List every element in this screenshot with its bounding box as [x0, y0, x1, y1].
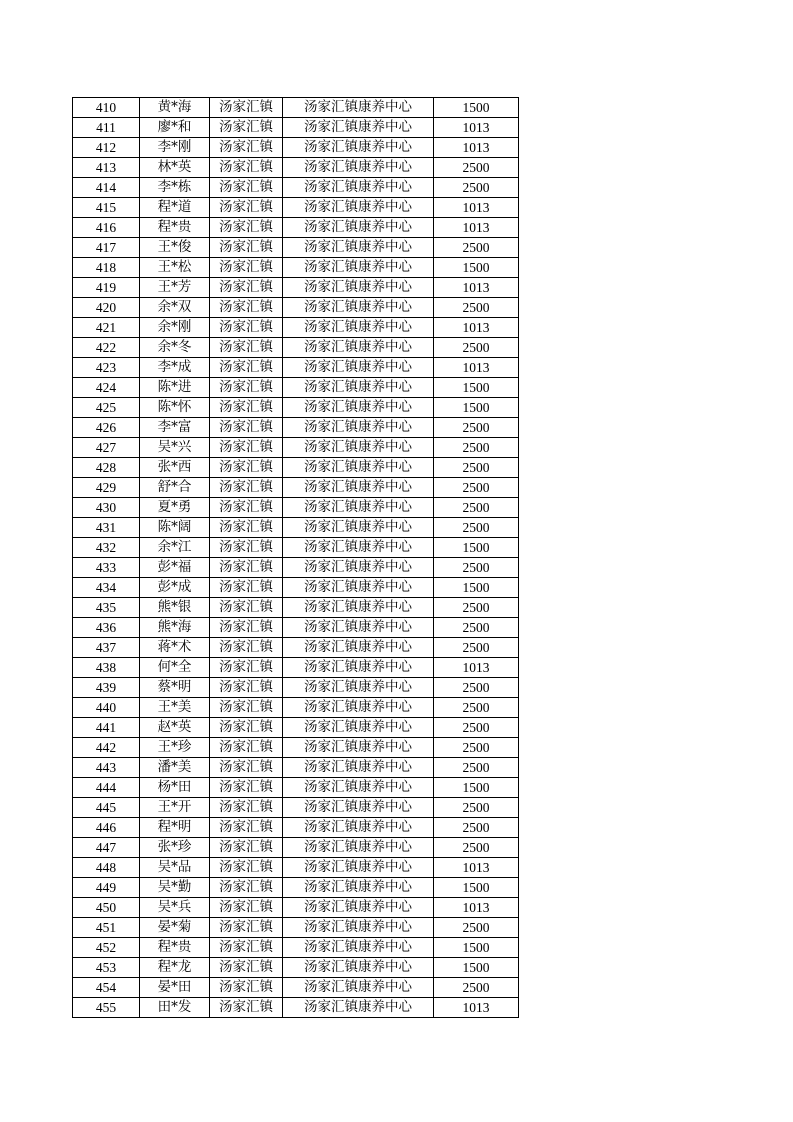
- care-center-cell: 汤家汇镇康养中心: [283, 238, 434, 258]
- row-number-cell: 455: [73, 998, 140, 1018]
- town-cell: 汤家汇镇: [210, 578, 283, 598]
- name-cell: 何*全: [140, 658, 210, 678]
- name-cell: 吴*兴: [140, 438, 210, 458]
- town-cell: 汤家汇镇: [210, 498, 283, 518]
- amount-cell: 1013: [434, 218, 519, 238]
- name-cell: 陈*怀: [140, 398, 210, 418]
- table-row: [73, 958, 519, 978]
- care-center-cell: 汤家汇镇康养中心: [283, 798, 434, 818]
- row-number-cell: 422: [73, 338, 140, 358]
- row-number-cell: 452: [73, 938, 140, 958]
- care-center-cell: 汤家汇镇康养中心: [283, 998, 434, 1018]
- amount-cell: 1500: [434, 938, 519, 958]
- table-row: [73, 558, 519, 578]
- table-row: [73, 998, 519, 1018]
- table-row: [73, 778, 519, 798]
- name-cell: 吴*兵: [140, 898, 210, 918]
- amount-cell: 1500: [434, 258, 519, 278]
- town-cell: 汤家汇镇: [210, 138, 283, 158]
- name-cell: 王*开: [140, 798, 210, 818]
- care-center-cell: 汤家汇镇康养中心: [283, 958, 434, 978]
- row-number-cell: 451: [73, 918, 140, 938]
- table-row: [73, 598, 519, 618]
- table-row: [73, 718, 519, 738]
- name-cell: 杨*田: [140, 778, 210, 798]
- table-row: [73, 338, 519, 358]
- row-number-cell: 454: [73, 978, 140, 998]
- town-cell: 汤家汇镇: [210, 638, 283, 658]
- amount-cell: 1500: [434, 378, 519, 398]
- amount-cell: 1500: [434, 578, 519, 598]
- care-center-cell: 汤家汇镇康养中心: [283, 518, 434, 538]
- amount-cell: 1013: [434, 278, 519, 298]
- town-cell: 汤家汇镇: [210, 198, 283, 218]
- table-body: [73, 98, 519, 1018]
- care-center-cell: 汤家汇镇康养中心: [283, 158, 434, 178]
- name-cell: 陈*阔: [140, 518, 210, 538]
- row-number-cell: 435: [73, 598, 140, 618]
- table-row: [73, 638, 519, 658]
- table-row: [73, 498, 519, 518]
- table-row: [73, 678, 519, 698]
- town-cell: 汤家汇镇: [210, 758, 283, 778]
- name-cell: 蔡*明: [140, 678, 210, 698]
- row-number-cell: 424: [73, 378, 140, 398]
- amount-cell: 1500: [434, 778, 519, 798]
- name-cell: 赵*英: [140, 718, 210, 738]
- name-cell: 舒*合: [140, 478, 210, 498]
- name-cell: 王*珍: [140, 738, 210, 758]
- amount-cell: 2500: [434, 598, 519, 618]
- table-row: [73, 978, 519, 998]
- amount-cell: 1500: [434, 878, 519, 898]
- table-row: [73, 318, 519, 338]
- town-cell: 汤家汇镇: [210, 438, 283, 458]
- row-number-cell: 433: [73, 558, 140, 578]
- amount-cell: 1500: [434, 398, 519, 418]
- name-cell: 余*刚: [140, 318, 210, 338]
- care-center-cell: 汤家汇镇康养中心: [283, 378, 434, 398]
- table-row: [73, 478, 519, 498]
- row-number-cell: 453: [73, 958, 140, 978]
- beneficiary-table: [72, 97, 519, 1018]
- town-cell: 汤家汇镇: [210, 418, 283, 438]
- town-cell: 汤家汇镇: [210, 178, 283, 198]
- town-cell: 汤家汇镇: [210, 238, 283, 258]
- town-cell: 汤家汇镇: [210, 278, 283, 298]
- care-center-cell: 汤家汇镇康养中心: [283, 538, 434, 558]
- table-row: [73, 218, 519, 238]
- town-cell: 汤家汇镇: [210, 818, 283, 838]
- amount-cell: 2500: [434, 758, 519, 778]
- town-cell: 汤家汇镇: [210, 898, 283, 918]
- care-center-cell: 汤家汇镇康养中心: [283, 918, 434, 938]
- row-number-cell: 423: [73, 358, 140, 378]
- amount-cell: 2500: [434, 978, 519, 998]
- name-cell: 晏*田: [140, 978, 210, 998]
- care-center-cell: 汤家汇镇康养中心: [283, 978, 434, 998]
- care-center-cell: 汤家汇镇康养中心: [283, 98, 434, 118]
- row-number-cell: 426: [73, 418, 140, 438]
- table-row: [73, 898, 519, 918]
- row-number-cell: 412: [73, 138, 140, 158]
- care-center-cell: 汤家汇镇康养中心: [283, 558, 434, 578]
- amount-cell: 1013: [434, 658, 519, 678]
- care-center-cell: 汤家汇镇康养中心: [283, 398, 434, 418]
- row-number-cell: 419: [73, 278, 140, 298]
- row-number-cell: 434: [73, 578, 140, 598]
- amount-cell: 1013: [434, 118, 519, 138]
- town-cell: 汤家汇镇: [210, 598, 283, 618]
- table-row: [73, 158, 519, 178]
- table-row: [73, 118, 519, 138]
- care-center-cell: 汤家汇镇康养中心: [283, 198, 434, 218]
- name-cell: 黄*海: [140, 98, 210, 118]
- name-cell: 熊*海: [140, 618, 210, 638]
- town-cell: 汤家汇镇: [210, 858, 283, 878]
- care-center-cell: 汤家汇镇康养中心: [283, 638, 434, 658]
- row-number-cell: 425: [73, 398, 140, 418]
- care-center-cell: 汤家汇镇康养中心: [283, 478, 434, 498]
- care-center-cell: 汤家汇镇康养中心: [283, 138, 434, 158]
- name-cell: 廖*和: [140, 118, 210, 138]
- town-cell: 汤家汇镇: [210, 338, 283, 358]
- amount-cell: 2500: [434, 618, 519, 638]
- amount-cell: 2500: [434, 838, 519, 858]
- town-cell: 汤家汇镇: [210, 978, 283, 998]
- amount-cell: 2500: [434, 338, 519, 358]
- table-row: [73, 798, 519, 818]
- town-cell: 汤家汇镇: [210, 458, 283, 478]
- amount-cell: 1500: [434, 98, 519, 118]
- name-cell: 李*成: [140, 358, 210, 378]
- care-center-cell: 汤家汇镇康养中心: [283, 498, 434, 518]
- care-center-cell: 汤家汇镇康养中心: [283, 118, 434, 138]
- care-center-cell: 汤家汇镇康养中心: [283, 318, 434, 338]
- row-number-cell: 418: [73, 258, 140, 278]
- amount-cell: 2500: [434, 458, 519, 478]
- row-number-cell: 415: [73, 198, 140, 218]
- care-center-cell: 汤家汇镇康养中心: [283, 418, 434, 438]
- name-cell: 程*龙: [140, 958, 210, 978]
- row-number-cell: 428: [73, 458, 140, 478]
- row-number-cell: 437: [73, 638, 140, 658]
- amount-cell: 1013: [434, 198, 519, 218]
- amount-cell: 2500: [434, 178, 519, 198]
- table-row: [73, 838, 519, 858]
- town-cell: 汤家汇镇: [210, 678, 283, 698]
- town-cell: 汤家汇镇: [210, 658, 283, 678]
- amount-cell: 1500: [434, 958, 519, 978]
- amount-cell: 2500: [434, 918, 519, 938]
- care-center-cell: 汤家汇镇康养中心: [283, 598, 434, 618]
- care-center-cell: 汤家汇镇康养中心: [283, 818, 434, 838]
- care-center-cell: 汤家汇镇康养中心: [283, 438, 434, 458]
- row-number-cell: 429: [73, 478, 140, 498]
- name-cell: 李*刚: [140, 138, 210, 158]
- town-cell: 汤家汇镇: [210, 958, 283, 978]
- care-center-cell: 汤家汇镇康养中心: [283, 758, 434, 778]
- row-number-cell: 449: [73, 878, 140, 898]
- amount-cell: 2500: [434, 718, 519, 738]
- name-cell: 彭*福: [140, 558, 210, 578]
- row-number-cell: 421: [73, 318, 140, 338]
- amount-cell: 1013: [434, 138, 519, 158]
- town-cell: 汤家汇镇: [210, 98, 283, 118]
- row-number-cell: 410: [73, 98, 140, 118]
- care-center-cell: 汤家汇镇康养中心: [283, 258, 434, 278]
- name-cell: 彭*成: [140, 578, 210, 598]
- town-cell: 汤家汇镇: [210, 538, 283, 558]
- row-number-cell: 427: [73, 438, 140, 458]
- table-row: [73, 258, 519, 278]
- care-center-cell: 汤家汇镇康养中心: [283, 898, 434, 918]
- town-cell: 汤家汇镇: [210, 518, 283, 538]
- row-number-cell: 417: [73, 238, 140, 258]
- name-cell: 程*贵: [140, 218, 210, 238]
- table-row: [73, 138, 519, 158]
- care-center-cell: 汤家汇镇康养中心: [283, 858, 434, 878]
- row-number-cell: 440: [73, 698, 140, 718]
- care-center-cell: 汤家汇镇康养中心: [283, 938, 434, 958]
- name-cell: 程*贵: [140, 938, 210, 958]
- table-row: [73, 398, 519, 418]
- table-row: [73, 818, 519, 838]
- table-row: [73, 938, 519, 958]
- row-number-cell: 432: [73, 538, 140, 558]
- name-cell: 夏*勇: [140, 498, 210, 518]
- row-number-cell: 411: [73, 118, 140, 138]
- table-row: [73, 878, 519, 898]
- name-cell: 余*双: [140, 298, 210, 318]
- care-center-cell: 汤家汇镇康养中心: [283, 338, 434, 358]
- town-cell: 汤家汇镇: [210, 838, 283, 858]
- name-cell: 李*富: [140, 418, 210, 438]
- amount-cell: 2500: [434, 798, 519, 818]
- care-center-cell: 汤家汇镇康养中心: [283, 298, 434, 318]
- name-cell: 林*英: [140, 158, 210, 178]
- row-number-cell: 414: [73, 178, 140, 198]
- table-row: [73, 418, 519, 438]
- row-number-cell: 444: [73, 778, 140, 798]
- town-cell: 汤家汇镇: [210, 158, 283, 178]
- name-cell: 程*明: [140, 818, 210, 838]
- row-number-cell: 450: [73, 898, 140, 918]
- name-cell: 潘*美: [140, 758, 210, 778]
- name-cell: 熊*银: [140, 598, 210, 618]
- table-row: [73, 698, 519, 718]
- name-cell: 王*美: [140, 698, 210, 718]
- care-center-cell: 汤家汇镇康养中心: [283, 218, 434, 238]
- row-number-cell: 446: [73, 818, 140, 838]
- amount-cell: 2500: [434, 418, 519, 438]
- table-row: [73, 918, 519, 938]
- table-row: [73, 738, 519, 758]
- table-row: [73, 238, 519, 258]
- row-number-cell: 448: [73, 858, 140, 878]
- amount-cell: 2500: [434, 438, 519, 458]
- table-row: [73, 98, 519, 118]
- row-number-cell: 438: [73, 658, 140, 678]
- care-center-cell: 汤家汇镇康养中心: [283, 698, 434, 718]
- row-number-cell: 436: [73, 618, 140, 638]
- amount-cell: 2500: [434, 518, 519, 538]
- town-cell: 汤家汇镇: [210, 118, 283, 138]
- care-center-cell: 汤家汇镇康养中心: [283, 878, 434, 898]
- table-row: [73, 578, 519, 598]
- row-number-cell: 431: [73, 518, 140, 538]
- amount-cell: 1013: [434, 898, 519, 918]
- table-row: [73, 178, 519, 198]
- town-cell: 汤家汇镇: [210, 878, 283, 898]
- amount-cell: 2500: [434, 478, 519, 498]
- amount-cell: 2500: [434, 818, 519, 838]
- town-cell: 汤家汇镇: [210, 778, 283, 798]
- name-cell: 陈*进: [140, 378, 210, 398]
- name-cell: 张*珍: [140, 838, 210, 858]
- name-cell: 田*发: [140, 998, 210, 1018]
- care-center-cell: 汤家汇镇康养中心: [283, 778, 434, 798]
- table-row: [73, 278, 519, 298]
- care-center-cell: 汤家汇镇康养中心: [283, 278, 434, 298]
- row-number-cell: 443: [73, 758, 140, 778]
- care-center-cell: 汤家汇镇康养中心: [283, 618, 434, 638]
- table-row: [73, 458, 519, 478]
- town-cell: 汤家汇镇: [210, 398, 283, 418]
- town-cell: 汤家汇镇: [210, 618, 283, 638]
- name-cell: 吴*品: [140, 858, 210, 878]
- care-center-cell: 汤家汇镇康养中心: [283, 838, 434, 858]
- care-center-cell: 汤家汇镇康养中心: [283, 458, 434, 478]
- amount-cell: 2500: [434, 498, 519, 518]
- town-cell: 汤家汇镇: [210, 798, 283, 818]
- row-number-cell: 430: [73, 498, 140, 518]
- table-row: [73, 758, 519, 778]
- row-number-cell: 441: [73, 718, 140, 738]
- care-center-cell: 汤家汇镇康养中心: [283, 178, 434, 198]
- amount-cell: 2500: [434, 678, 519, 698]
- table-row: [73, 858, 519, 878]
- amount-cell: 1500: [434, 538, 519, 558]
- amount-cell: 2500: [434, 558, 519, 578]
- table-row: [73, 538, 519, 558]
- town-cell: 汤家汇镇: [210, 358, 283, 378]
- table-row: [73, 358, 519, 378]
- name-cell: 蒋*术: [140, 638, 210, 658]
- row-number-cell: 442: [73, 738, 140, 758]
- name-cell: 晏*菊: [140, 918, 210, 938]
- amount-cell: 1013: [434, 858, 519, 878]
- row-number-cell: 445: [73, 798, 140, 818]
- town-cell: 汤家汇镇: [210, 318, 283, 338]
- row-number-cell: 420: [73, 298, 140, 318]
- care-center-cell: 汤家汇镇康养中心: [283, 718, 434, 738]
- table-row: [73, 518, 519, 538]
- care-center-cell: 汤家汇镇康养中心: [283, 658, 434, 678]
- care-center-cell: 汤家汇镇康养中心: [283, 578, 434, 598]
- amount-cell: 2500: [434, 158, 519, 178]
- row-number-cell: 447: [73, 838, 140, 858]
- amount-cell: 1013: [434, 318, 519, 338]
- name-cell: 吴*勤: [140, 878, 210, 898]
- amount-cell: 1013: [434, 998, 519, 1018]
- name-cell: 王*松: [140, 258, 210, 278]
- town-cell: 汤家汇镇: [210, 998, 283, 1018]
- amount-cell: 2500: [434, 238, 519, 258]
- town-cell: 汤家汇镇: [210, 738, 283, 758]
- town-cell: 汤家汇镇: [210, 718, 283, 738]
- name-cell: 余*江: [140, 538, 210, 558]
- town-cell: 汤家汇镇: [210, 698, 283, 718]
- care-center-cell: 汤家汇镇康养中心: [283, 678, 434, 698]
- name-cell: 王*芳: [140, 278, 210, 298]
- name-cell: 程*道: [140, 198, 210, 218]
- town-cell: 汤家汇镇: [210, 558, 283, 578]
- amount-cell: 2500: [434, 298, 519, 318]
- table-row: [73, 658, 519, 678]
- amount-cell: 1013: [434, 358, 519, 378]
- town-cell: 汤家汇镇: [210, 218, 283, 238]
- name-cell: 王*俊: [140, 238, 210, 258]
- name-cell: 余*冬: [140, 338, 210, 358]
- row-number-cell: 439: [73, 678, 140, 698]
- town-cell: 汤家汇镇: [210, 938, 283, 958]
- care-center-cell: 汤家汇镇康养中心: [283, 738, 434, 758]
- town-cell: 汤家汇镇: [210, 918, 283, 938]
- care-center-cell: 汤家汇镇康养中心: [283, 358, 434, 378]
- town-cell: 汤家汇镇: [210, 478, 283, 498]
- row-number-cell: 413: [73, 158, 140, 178]
- table-row: [73, 378, 519, 398]
- row-number-cell: 416: [73, 218, 140, 238]
- name-cell: 张*西: [140, 458, 210, 478]
- town-cell: 汤家汇镇: [210, 298, 283, 318]
- town-cell: 汤家汇镇: [210, 378, 283, 398]
- table-row: [73, 618, 519, 638]
- amount-cell: 2500: [434, 738, 519, 758]
- amount-cell: 2500: [434, 638, 519, 658]
- table-row: [73, 198, 519, 218]
- town-cell: 汤家汇镇: [210, 258, 283, 278]
- name-cell: 李*栋: [140, 178, 210, 198]
- table-row: [73, 298, 519, 318]
- amount-cell: 2500: [434, 698, 519, 718]
- table-row: [73, 438, 519, 458]
